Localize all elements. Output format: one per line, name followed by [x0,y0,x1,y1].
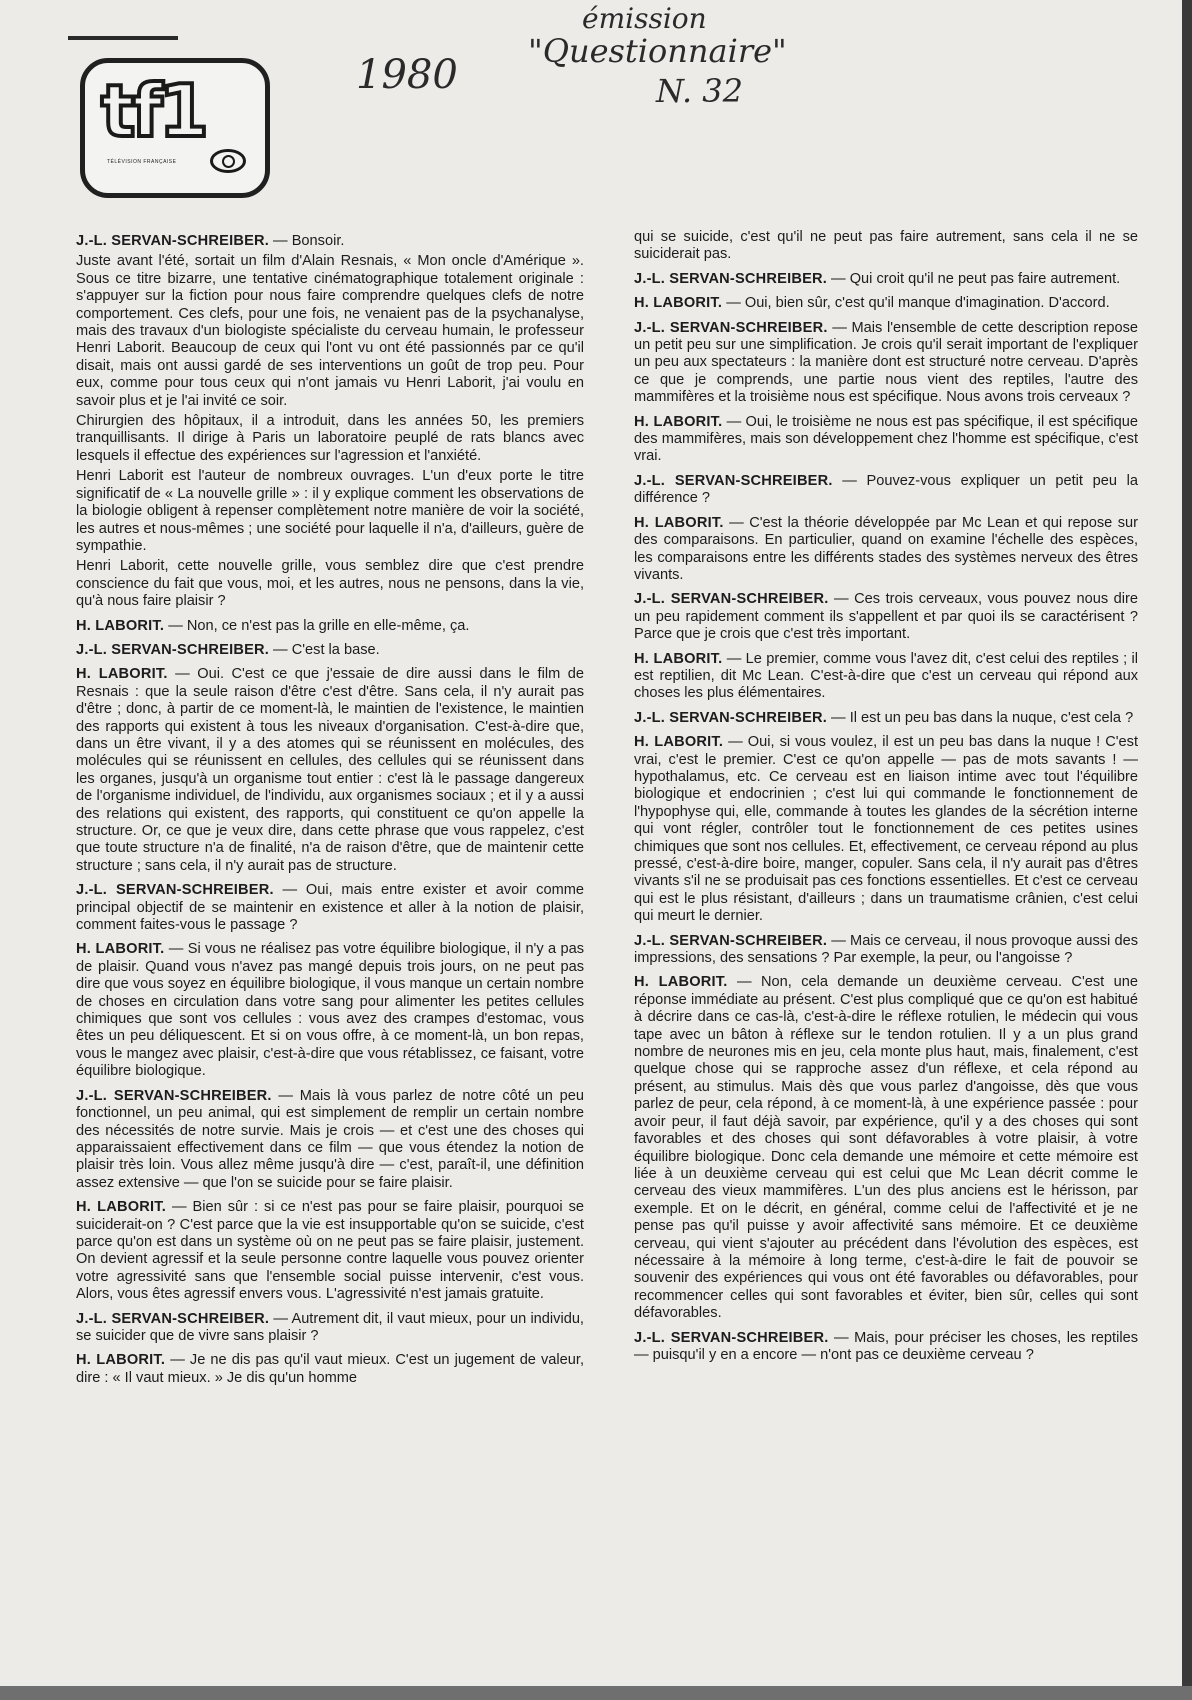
speaker-name: H. LABORIT. [76,1352,166,1369]
paragraph [634,271,1138,288]
paragraph-text: qui se suicide, c'est qu'il ne peut pas faire autrement, sans cela il ne se suiciderait pas. [634,229,1138,263]
speaker-name: J.-L. SERVAN-SCHREIBER. [76,641,269,658]
speaker-name: H. LABORIT. [76,617,165,634]
paragraph-text: Henri Laborit, cette nouvelle grille, vous semblez dire que c'est prendre conscience du fait que vous, moi, et les autres, nous ne pensons, dans la vie, qu'à nous faire plaisir ? [76,558,584,610]
speaker-name: J.-L. SERVAN-SCHREIBER. [634,591,829,608]
paragraph [76,1311,584,1346]
eye-icon [210,149,246,173]
handwritten-show-title: "Questionnaire" [528,32,787,70]
paragraph-text: — Bonsoir. [269,233,345,249]
paragraph [76,941,584,1080]
speaker-name: H. LABORIT. [76,666,168,683]
handwritten-year: 1980 [356,52,458,98]
speaker-name: J.-L. SERVAN-SCHREIBER. [634,472,833,489]
speaker-name: J.-L. SERVAN-SCHREIBER. [634,709,827,726]
paragraph [76,642,584,659]
paragraph [76,468,584,555]
right-column [634,229,1138,1367]
speaker-name: J.-L. SERVAN-SCHREIBER. [76,882,274,899]
paragraph [634,734,1138,925]
paragraph [634,414,1138,466]
paragraph [634,710,1138,727]
paragraph [76,253,584,410]
paragraph-text: — Non, cela demande un deuxième cerveau. C'est une réponse immédiate au présent. C'est plus compliqué que ce qu'on est habitué à décrire dans ce cas-là, c'est-à-dire le réflexe rotulien, le médecin qui vous tape avec un bâton à réflexe sur le tendon rotulien. Il y a un plus grand nombre de neurones mis en jeu, cela monte plus haut, mais, finalement, c'est quelque chose qui se rapproche assez d'un réflexe, et cela répond au présent, au stimulus. Mais dès que vous parlez d'angoisse, dès que vous parlez de peur, cela répond, à ce moment-là, à une expérience passée : pour avoir peur, il faut déjà savoir, par expérience, qu'il y a des choses qui sont favorables et des choses qui sont défavorables à votre plaisir, à votre équilibre biologique. Donc cela demande une mémoire et cette mémoire est liée à un deuxième cerveau qui est celui que Mc Lean décrit comme le cerveau des vieux mammifères. L'un des plus anciens est le hérisson, par exemple. Et on le décrit, en général, comme celui de l'affectivité et je ne pense pas qu'il puisse y avoir affectivité sans mémoire. Et ce deuxième cerveau, qui vient s'ajouter au précédent dans l'évolution des espèces, est nécessaire à la mémoire à long terme, c'est-à-dire le fait de pouvoir se souvenir des expériences qui vous ont été favorables ou défavorables, pour recommencer celles qui sont favorables et éviter, bien sûr, celles qui sont défavorables. [634,974,1138,1322]
logo-text: tf1 [101,69,205,153]
speaker-name: J.-L. SERVAN-SCHREIBER. [634,1329,829,1346]
paragraph [76,413,584,465]
paragraph [634,320,1138,407]
paragraph-text: — Si vous ne réalisez pas votre équilibre biologique, il n'y a pas de plaisir. Quand vous n'avez pas mangé depuis trois jours, on ne peut pas dire que vous soyez en équilibre biologique, il vous manque un certain nombre de choses en circulation dans votre sang pour alimenter les petites cellules chimiques que sont vos cellules : vous avez des crampes d'estomac, vous êtes un peu déliquescent. Et si on vous offre, à ce moment-là, un bon repas, vous le mangez avec plaisir, c'est-à-dire que vous rétablissez, ce faisant, votre équilibre biologique. [76,941,584,1080]
paragraph-text: — Oui, le troisième ne nous est pas spécifique, il est spécifique des mammifères, mais son développement chez l'homme est spécifique, c'est vrai. [634,413,1139,465]
paragraph [634,1330,1138,1365]
paragraph [634,651,1138,703]
paragraph-text: — C'est la théorie développée par Mc Lean et qui repose sur des comparaisons. En particulier, quand on examine l'échelle des espèces, les comparaisons entre les différents stades des systèmes nerveux des êtres vivants. [634,514,1139,583]
speaker-name: H. LABORIT. [634,734,724,751]
logo-caption: TÉLÉVISION FRANÇAISE [107,159,177,165]
paragraph-text: — Oui, mais entre exister et avoir comme principal objectif de se maintenir en existence et aller à la notion de plaisir, comment faites-vous le passage ? [76,882,584,934]
paragraph-text: — Autrement dit, il vaut mieux, pour un individu, se suicider que de vivre sans plaisir ? [76,1310,584,1344]
speaker-name: J.-L. SERVAN-SCHREIBER. [76,233,269,249]
paragraph [76,1088,584,1192]
scan-edge-bottom [0,1686,1192,1700]
paragraph-text: — Qui croit qu'il ne peut pas faire autrement. [827,270,1121,287]
handwritten-emission: émission [582,2,707,35]
speaker-name: H. LABORIT. [76,1199,167,1216]
paragraph-text: — Mais là vous parlez de notre côté un peu fonctionnel, un peu animal, qui est simplement de remplir un certain nombre des nécessités de notre survie. Mais je crois — et c'est une des choses qui apparaissaient effectivement dans ce film — que vous étendez la notion de plaisir très loin. Vous allez même jusqu'à dire — c'est, paraît-il, une définition assez extensive — que l'on se suicide pour se faire plaisir. [76,1087,584,1191]
speaker-name: H. LABORIT. [634,295,723,312]
paragraph-text: Henri Laborit est l'auteur de nombreux ouvrages. L'un d'eux porte le titre significatif de « La nouvelle grille » : il y explique comment les observations de la biologie obligent à repenser complètement notre manière de voir la société, les autres et nous-mêmes ; une société pour laquelle il n'a, d'ailleurs, guère de sympathie. [76,468,584,554]
paragraph [76,618,584,635]
paragraph [76,233,584,250]
speaker-name: H. LABORIT. [76,941,165,958]
speaker-name: J.-L. SERVAN-SCHREIBER. [634,319,828,336]
speaker-name: H. LABORIT. [634,974,728,991]
paragraph-text: — Mais l'ensemble de cette description repose un petit peu sur une simplification. Je crois qu'il serait important de l'expliquer un peu aux spectateurs : la manière dont est structuré notre cerveau. D'après ce que je comprends, une partie nous vient des reptiles, l'autre des mammifères et la troisième nous est spécifique. Nous avons trois cerveaux ? [634,319,1138,406]
paragraph-text: Juste avant l'été, sortait un film d'Alain Resnais, « Mon oncle d'Amérique ». Sous ce titre bizarre, une tentative cinématographique totalement originale : s'appuyer sur la fiction pour nous faire comprendre quelques clefs de notre comportement. Ces clefs, pour une fois, ne venaient pas de la psychanalyse, mais des travaux d'un biologiste spécialiste du cerveau humain, le professeur Henri Laborit. Beaucoup de ceux qui l'ont vu ont été passionnés par ce qu'il disait, mais ont aussi gardé de ses interventions un goût de trop peu. Pour eux, comme pour tous ceux qui n'ont jamais vu Henri Laborit, j'ai voulu en savoir plus et je l'ai invité ce soir. [76,253,584,409]
speaker-name: J.-L. SERVAN-SCHREIBER. [634,270,827,287]
speaker-name: H. LABORIT. [634,650,723,667]
paragraph [76,882,584,934]
paragraph [634,515,1138,585]
paragraph-text: — Non, ce n'est pas la grille en elle-même, ça. [164,617,470,634]
paragraph-text: — Il est un peu bas dans la nuque, c'est cela ? [827,709,1134,726]
paragraph-text: — Bien sûr : si ce n'est pas pour se faire plaisir, pourquoi se suiciderait-on ? C'est parce que la vie est insupportable qu'on se suicide, c'est parce qu'on est dans un système où on ne peut pas se faire plaisir, justement. On devient agressif et la seule personne contre laquelle vous pouvez orienter votre agressivité sans que l'ensemble social puisse intervenir, c'est vous. Alors, vous êtes agressif envers vous. L'agressivité n'est jamais gratuite. [76,1199,584,1303]
speaker-name: J.-L. SERVAN-SCHREIBER. [634,932,828,949]
paragraph [76,1199,584,1303]
paragraph-text: — Je ne dis pas qu'il vaut mieux. C'est un jugement de valeur, dire : « Il vaut mieux. » Je dis qu'un homme [76,1352,585,1386]
tf1-logo [80,58,270,198]
paragraph [76,666,584,875]
paragraph-text: — Mais ce cerveau, il nous provoque aussi des impressions, des sensations ? Par exemple, la peur, ou l'angoisse ? [634,932,1138,967]
paragraph-text: Chirurgien des hôpitaux, il a introduit, dans les années 50, les premiers tranquillisants. Il dirige à Paris un laboratoire peuplé de rats blancs avec lesquels il effectue des expériences sur l'agression et l'anxiété. [76,413,584,464]
paragraph-text: — C'est la base. [269,641,380,658]
paragraph-text: — Mais, pour préciser les choses, les reptiles — puisqu'il y en a encore — n'ont pas ce deuxième cerveau ? [634,1329,1138,1363]
speaker-name: J.-L. SERVAN-SCHREIBER. [76,1087,272,1104]
handwritten-number: N. 32 [656,72,744,110]
paragraph-text: — Pouvez-vous expliquer un petit peu la différence ? [634,472,1138,507]
paragraph [76,558,584,610]
paragraph [634,473,1138,508]
paragraph [634,933,1138,968]
top-rule [68,36,178,40]
paragraph [634,591,1138,643]
left-column [76,226,584,1390]
paragraph-text: — Oui, bien sûr, c'est qu'il manque d'imagination. D'accord. [722,295,1110,312]
scan-edge-right [1182,0,1192,1700]
speaker-name: J.-L. SERVAN-SCHREIBER. [76,1310,270,1327]
paragraph-text: — Oui. C'est ce que j'essaie de dire aussi dans le film de Resnais : que la seule raison d'être c'est d'être. Sans cela, il n'y aurait pas d'être ; donc, à partir de ce moment-là, le maintien de l'existence, le maintien des rapports qui existent à tous les niveaux d'organisation. C'est-à-dire que, dans un être vivant, il y a des atomes qui se réunissent en molécules, des molécules qui se réunissent en cellules, des cellules qui se réunissent dans les organes, jusqu'à un organisme tout entier : c'est là le passage dangereux de l'organisme individuel, de l'individu, aux organismes sociaux ; et il y a aussi des relations qui existent, des rapports, qui constituent ce qu'on appelle la structure. Or, ce que je veux dire, dans cette phrase que vous rappelez, c'est que toute structure n'a de finalité, n'a de raison d'être, que de maintenir cette structure ; sans cela, il n'y aurait pas de structure. [76,666,584,874]
paragraph [76,1352,584,1387]
paragraph-text: — Oui, si vous voulez, il est un peu bas dans la nuque ! C'est vrai, c'est le premier. C'est ce qu'on appelle — pas de mots savants ! — hypothalamus, etc. Ce cerveau est en liaison intime avec tout l'équilibre biologique et endocrinien ; c'est lui qui commande le fonctionnement de l'hypophyse qui, elle, commande à toutes les glandes de la sécrétion interne qui vont régler, contrôler tout le fonctionnement de ces petites usines chimiques que sont nos cellules. Et, effectivement, ce cerveau répond au plus pressé, c'est-à-dire boire, manger, copuler. Sans cela, il n'y aurait pas d'êtres vivants s'il ne se produisait pas ces fonctions essentielles. Et c'est ce cerveau qui est le plus résistant, d'ailleurs ; dans un traumatisme crânien, c'est celui qui meurt le dernier. [634,734,1139,925]
speaker-name: H. LABORIT. [634,514,724,531]
paragraph [634,295,1138,312]
paragraph-text: — Ces trois cerveaux, vous pouvez nous dire un peu rapidement comment ils s'appellent et par quoi ils se caractérisent ? Parce que je crois que c'est très important. [634,591,1138,643]
paragraph [634,229,1138,264]
speaker-name: H. LABORIT. [634,413,723,430]
paragraph [634,974,1138,1322]
paragraph-text: — Le premier, comme vous l'avez dit, c'est celui des reptiles ; il est reptilien, dit Mc Lean. C'est-à-dire que c'est un cerveau qui répond aux choses les plus élémentaires. [634,650,1138,702]
